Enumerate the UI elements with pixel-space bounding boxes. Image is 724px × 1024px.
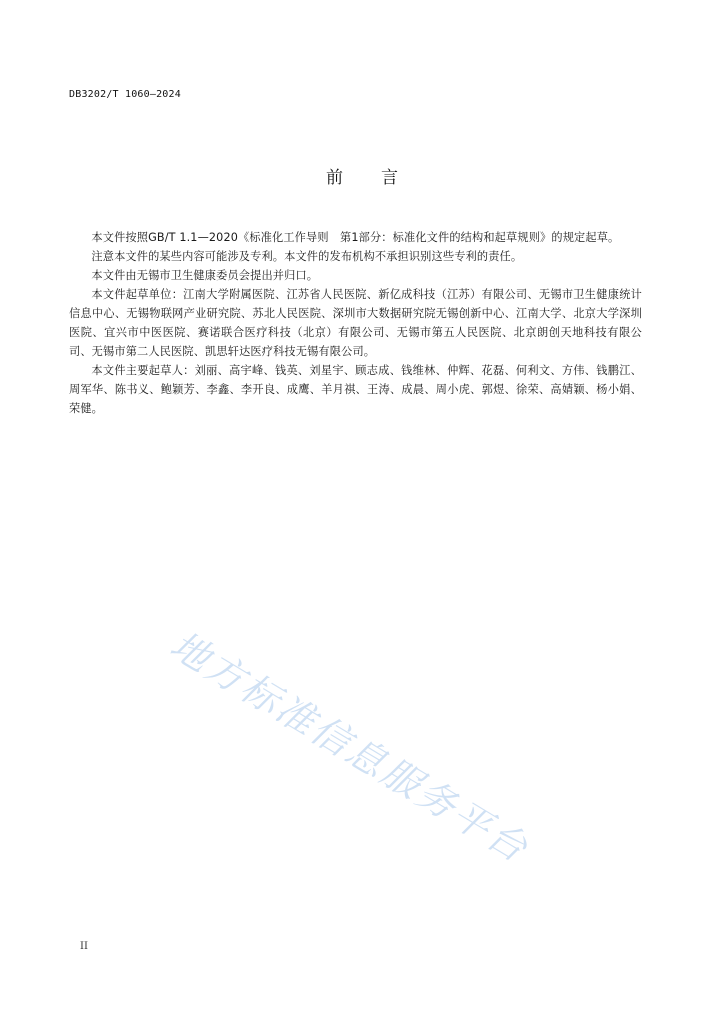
paragraph-drafters: 本文件主要起草人：刘丽、高宇峰、钱英、刘星宇、顾志成、钱维林、仲辉、花磊、何利文、方伟、钱鹏江、周军华、陈书义、鲍颖芳、李鑫、李开良、成鹰、羊月祺、王涛、成晨、周小虎、郭煜、徐荣、高婧颖、杨小娟、荣健。	[69, 364, 642, 415]
paragraph-drafting-units: 本文件起草单位：江南大学附属医院、江苏省人民医院、新亿成科技（江苏）有限公司、无锡市卫生健康统计信息中心、无锡物联网产业研究院、苏北人民医院、深圳市大数据研究院无锡创新中心、江南大学、北京大学深圳医院、宜兴市中医医院、赛诺联合医疗科技（北京）有限公司、无锡市第五人民医院、北京朗创天地科技有限公司、无锡市第二人民医院、凯思轩达医疗科技无锡有限公司。	[69, 288, 642, 358]
page-number: II	[80, 941, 88, 952]
foreword-body	[69, 228, 642, 418]
standard-code: DB3202/T 1060—2024	[69, 89, 181, 100]
title-char-2: 言	[381, 168, 398, 188]
page-title	[0, 163, 724, 188]
paragraph-drafting-rules: 本文件按照GB/T 1.1—2020《标准化工作导则 第1部分：标准化文件的结构和起草规则》的规定起草。	[91, 231, 620, 244]
title-char-1: 前	[326, 168, 343, 188]
paragraph-patent-notice: 注意本文件的某些内容可能涉及专利。本文件的发布机构不承担识别这些专利的责任。	[91, 250, 523, 263]
watermark: 地方标准信息服务平台	[162, 622, 537, 872]
paragraph-proposer: 本文件由无锡市卫生健康委员会提出并归口。	[91, 269, 319, 282]
